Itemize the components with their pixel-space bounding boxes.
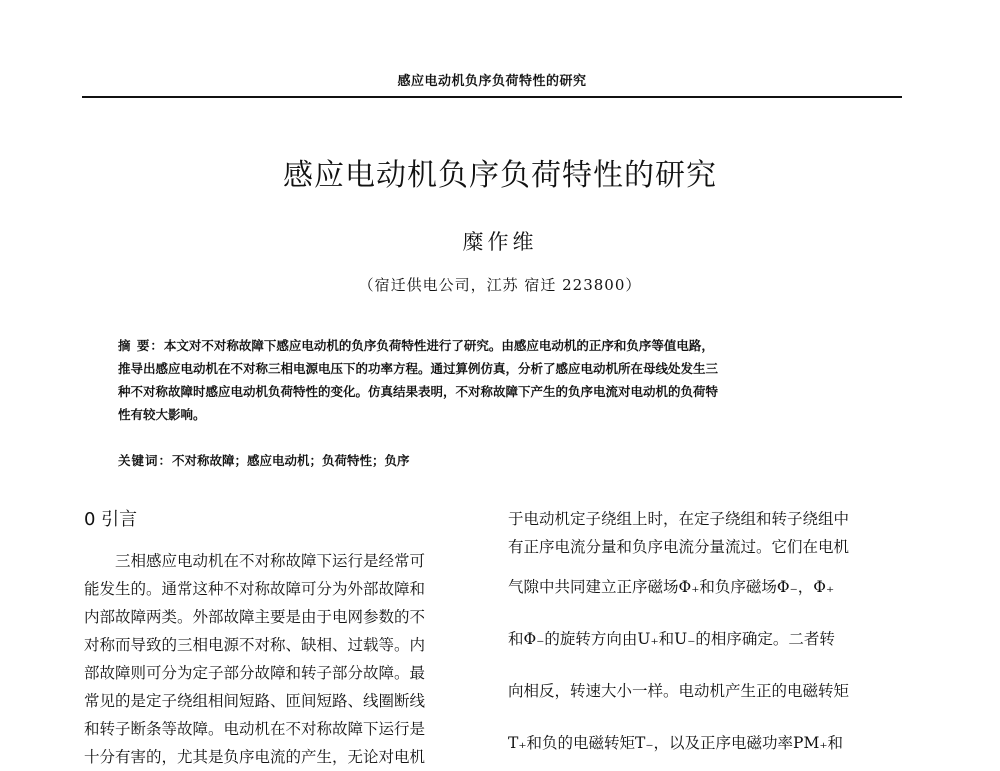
author-name: 糜作维	[462, 230, 538, 254]
abstract	[118, 334, 878, 426]
abstract-line: 推导出感应电动机在不对称三相电源电压下的功率方程。通过算例仿真，分析了感应电动机所在母线处发生三	[118, 361, 719, 376]
body-line: T₊和负的电磁转矩T₋，以及正序电磁功率PM₊和	[508, 734, 844, 752]
body-line: 内部故障两类。外部故障主要是由于电网参数的不	[84, 608, 426, 626]
abstract-line: 性有较大影响。	[118, 407, 206, 422]
body-line: 和Φ₋的旋转方向由U₊和U₋的相序确定。二者转	[508, 630, 835, 648]
right-column	[508, 505, 908, 769]
body-line: 十分有害的，尤其是负序电流的产生，无论对电机	[84, 748, 426, 766]
keywords-label: 关键词：	[118, 453, 173, 468]
paper-title: 感应电动机负序负荷特性的研究	[283, 158, 717, 193]
keywords-text: 不对称故障；感应电动机；负荷特性；负序	[172, 453, 410, 468]
abstract-line	[118, 334, 878, 357]
body-line: 部故障则可分为定子部分故障和转子部分故障。最	[84, 664, 426, 682]
body-line: 能发生的。通常这种不对称故障可分为外部故障和	[84, 580, 426, 598]
running-header: 感应电动机负序负荷特性的研究	[397, 74, 587, 89]
body-line: 于电动机定子绕组上时，在定子绕组和转子绕组中	[508, 510, 850, 528]
keywords	[118, 451, 878, 469]
body-line: 常见的是定子绕组相间短路、匝间短路、线圈断线	[84, 692, 426, 710]
abstract-text: 本文对不对称故障下感应电动机的负序负荷特性进行了研究。由感应电动机的正序和负序等值电路，	[163, 338, 714, 353]
author-affiliation: （宿迁供电公司，江苏 宿迁 223800）	[358, 276, 642, 294]
body-line: 和转子断条等故障。电动机在不对称故障下运行是	[84, 720, 426, 738]
body-line: 向相反，转速大小一样。电动机产生正的电磁转矩	[508, 682, 850, 700]
body-line: 有正序电流分量和负序电流分量流过。它们在电机	[508, 538, 850, 556]
abstract-label: 摘 要：	[118, 338, 164, 353]
body-line: 气隙中共同建立正序磁场Φ₊和负序磁场Φ₋，Φ₊	[508, 578, 835, 596]
header-rule	[82, 96, 902, 98]
body-line: 三相感应电动机在不对称故障下运行是经常可	[84, 552, 426, 570]
left-column	[84, 547, 479, 771]
body-line: 对称而导致的三相电源不对称、缺相、过载等。内	[84, 636, 426, 654]
abstract-line: 种不对称故障时感应电动机负荷特性的变化。仿真结果表明，不对称故障下产生的负序电流对电动机的负荷特	[118, 384, 719, 399]
section-heading: 0 引言	[84, 509, 138, 530]
